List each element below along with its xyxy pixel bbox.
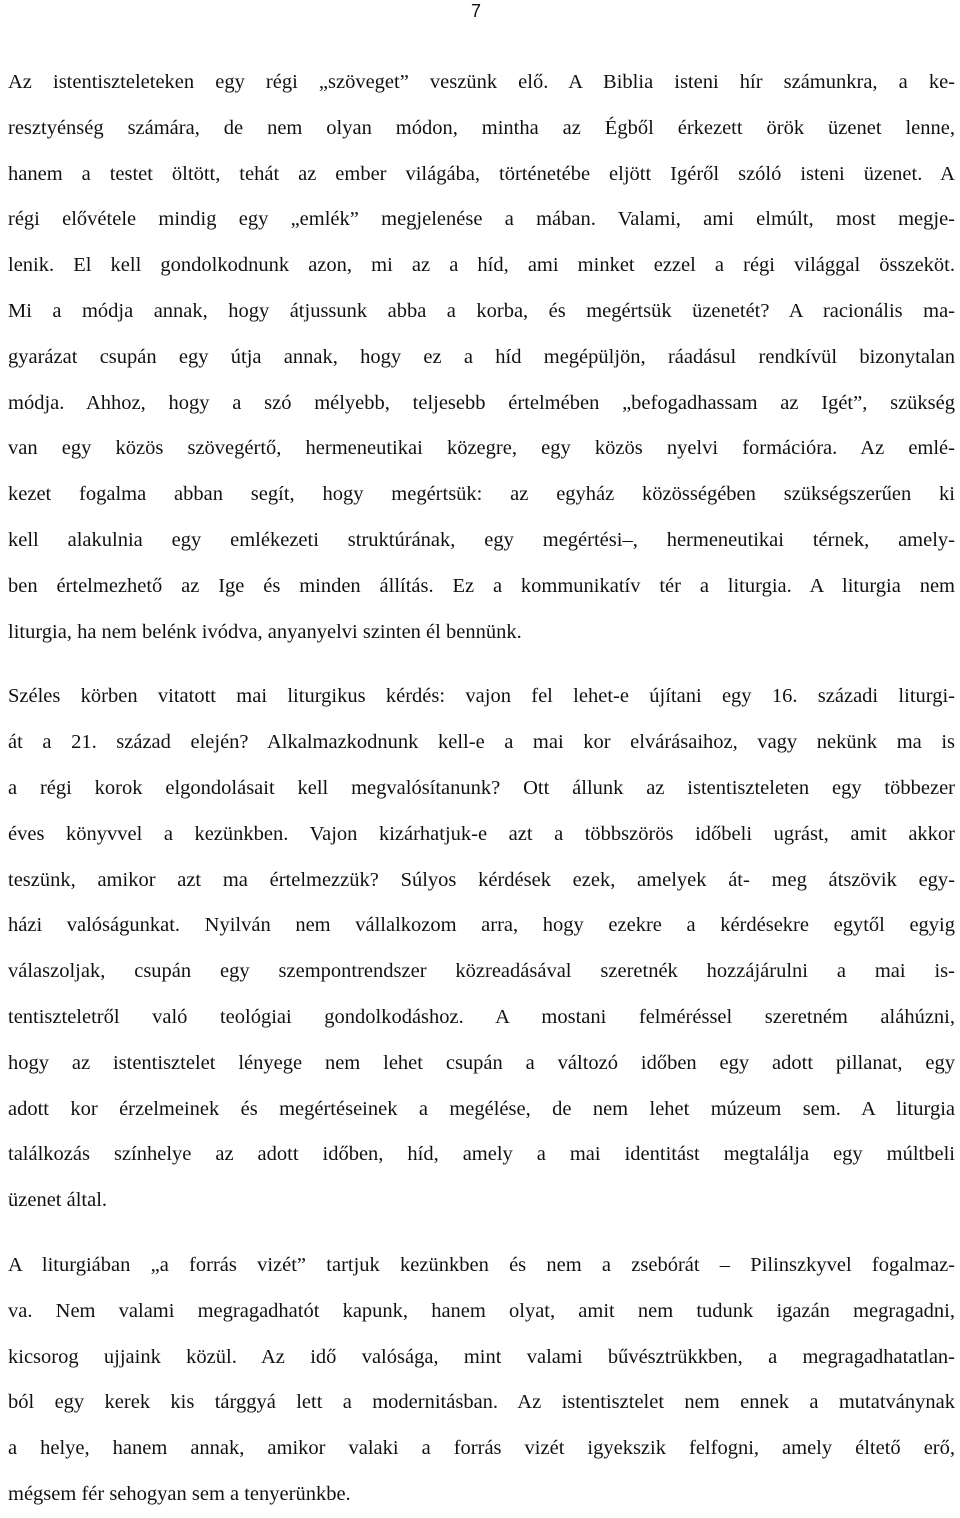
text-line: resztyénség számára, de nem olyan módon, mintha az Égből érkezett örök üzenet lenne, (8, 116, 955, 139)
text-line: üzenet által. (8, 1189, 108, 1212)
text-line: éves könyvvel a kezünkben. Vajon kizárhatjuk-e azt a többszörös időbeli ugrást, amit akkor (8, 822, 955, 845)
text-line: kicsorog ujjaink közül. Az idő valósága, mint valami bűvésztrükkben, a megragadhatatlan- (8, 1345, 955, 1368)
text-line: házi valóságunkat. Nyilván nem vállalkozom arra, hogy ezekre a kérdésekre egytől egyig (8, 914, 955, 937)
paragraph (8, 1243, 955, 1518)
page-number: 7 (471, 1, 482, 21)
text-line: adott kor érzelmeinek és megértéseinek a megélése, de nem lehet múzeum sem. A liturgia (8, 1097, 955, 1120)
text-line: hogy az istentisztelet lényege nem lehet csupán a változó időben egy adott pillanat, egy (8, 1051, 955, 1074)
text-line: va. Nem valami megragadhatót kapunk, hanem olyat, amit nem tudunk igazán megragadni, (8, 1299, 955, 1322)
text-line: hanem a testet öltött, tehát az ember világába, történetébe eljött Igéről szóló isteni üzenet. A (8, 162, 955, 185)
text-line: lenik. El kell gondolkodnunk azon, mi az a híd, ami minket ezzel a régi világgal összeköt. (8, 254, 955, 277)
text-line: kezet fogalma abban segít, hogy megértsük: az egyház közösségében szükségszerűen ki (8, 483, 955, 506)
text-line: ben értelmezhető az Ige és minden állítás. Ez a kommunikatív tér a liturgia. A liturgia nem (8, 574, 955, 597)
text-line: A liturgiában „a forrás vizét” tartjuk kezünkben és nem a zsebórát – Pilinszkyvel fogalmaz- (8, 1253, 955, 1276)
text-line: tentiszteletről való teológiai gondolkodáshoz. A mostani felméréssel szeretném aláhúzni, (8, 1005, 955, 1028)
text-line: van egy közös szövegértő, hermeneutikai közegre, egy közös nyelvi formációra. Az emlé- (8, 437, 955, 460)
text-line: ból egy kerek kis tárggyá lett a modernitásban. Az istentisztelet nem ennek a mutatványnak (8, 1391, 955, 1414)
paragraph (8, 60, 955, 655)
text-line: régi elővétele mindig egy „emlék” megjelenése a mában. Valami, ami elmúlt, most megje- (8, 208, 955, 231)
text-line: módja. Ahhoz, hogy a szó mélyebb, teljesebb értelmében „befogadhassam az Igét”, szükség (8, 391, 955, 414)
text-line: át a 21. század elején? Alkalmazkodnunk kell-e a mai kor elvárásaihoz, vagy nekünk ma is (8, 731, 955, 754)
text-line: gyarázat csupán egy útja annak, hogy ez a híd megépüljön, ráadásul rendkívül bizonytalan (8, 345, 955, 368)
text-line: válaszoljak, csupán egy szempontrendszer közreadásával szeretnék hozzájárulni a mai is- (8, 960, 955, 983)
text-line: teszünk, amikor azt ma értelmezzük? Súlyos kérdések ezek, amelyek át- meg átszövik egy- (8, 868, 955, 891)
text-line: Az istentiszteleteken egy régi „szöveget” veszünk elő. A Biblia isteni hír számunkra, a ke- (8, 71, 955, 93)
text-line: liturgia, ha nem belénk ivódva, anyanyelvi szinten él bennünk. (8, 620, 522, 643)
text-line: mégsem fér sehogyan sem a tenyerünkbe. (8, 1482, 351, 1505)
text-line: találkozás színhelye az adott időben, híd, amely a mai identitást megtalálja egy múltbeli (8, 1143, 955, 1166)
text-line: Mi a módja annak, hogy átjussunk abba a korba, és megértsük üzenetét? A racionális ma- (8, 299, 955, 322)
text-line: Széles körben vitatott mai liturgikus kérdés: vajon fel lehet-e újítani egy 16. századi liturgi- (8, 685, 955, 708)
text-line: a régi korok elgondolásait kell megvalósítanunk? Ott állunk az istentiszteleten egy többezer (8, 776, 955, 799)
text-line: kell alakulnia egy emlékezeti struktúrának, egy megértési–, hermeneutikai térnek, amely- (8, 528, 955, 551)
paragraph (8, 674, 955, 1224)
paragraph-spacer (8, 1224, 955, 1243)
document-body (8, 60, 955, 1518)
text-line: a helye, hanem annak, amikor valaki a forrás vizét igyekszik felfogni, amely éltető erő, (8, 1437, 955, 1460)
paragraph-spacer (8, 655, 955, 674)
